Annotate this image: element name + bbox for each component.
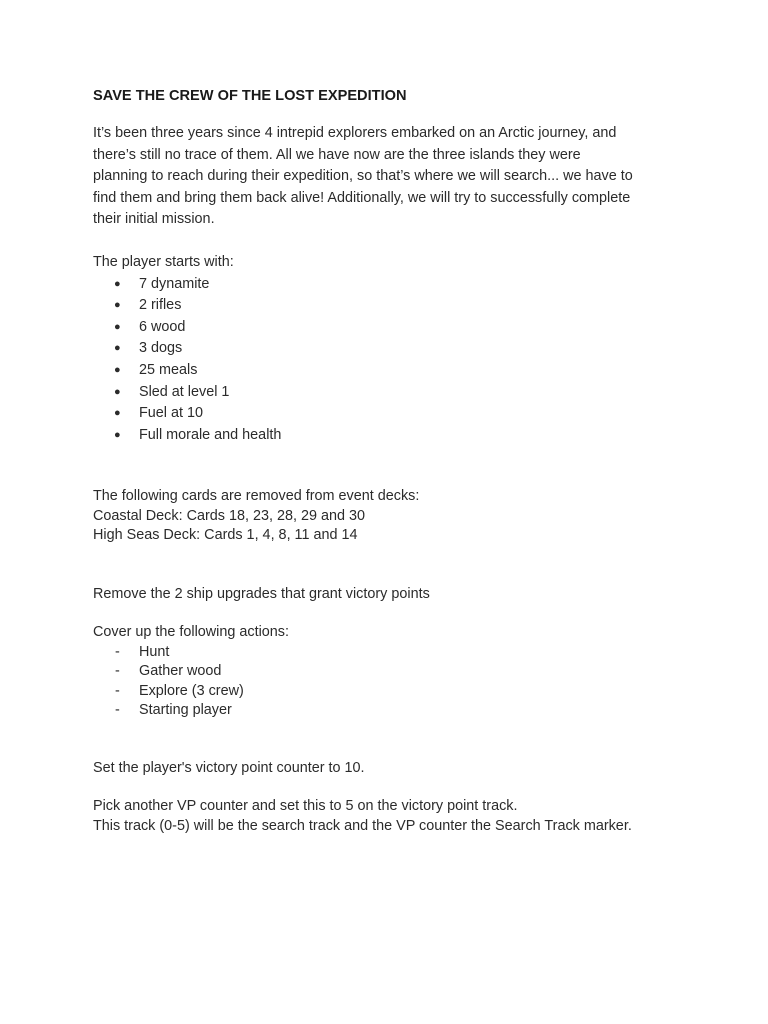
list-item [93, 317, 693, 339]
list-item-text: 3 dogs [139, 340, 183, 357]
intro-line: It’s been three years since 4 intrepid explorers embarked on an Arctic journey, and [93, 125, 617, 141]
list-item [93, 701, 693, 721]
cover-actions-heading: Cover up the following actions: [93, 624, 289, 641]
document-title: SAVE THE CREW OF THE LOST EXPEDITION [93, 88, 407, 104]
list-item-text: Starting player [139, 702, 232, 719]
list-item [93, 403, 693, 425]
intro-line: there’s still no trace of them. All we have now are the three islands they were [93, 146, 581, 163]
bullet-icon: ● [114, 277, 121, 290]
dash-icon: - [115, 702, 120, 719]
list-item [93, 425, 693, 447]
document-body [93, 86, 693, 836]
list-item-text: 6 wood [139, 318, 186, 335]
dash-icon: - [115, 663, 120, 680]
coastal-deck-line: Coastal Deck: Cards 18, 23, 28, 29 and 30 [93, 507, 365, 524]
starting-items-list [93, 274, 693, 447]
intro-line: their initial mission. [93, 211, 215, 228]
list-item [93, 338, 693, 360]
search-track-line: This track (0-5) will be the search track and the VP counter the Search Track marker. [93, 817, 632, 834]
dash-icon: - [115, 643, 120, 660]
list-item [93, 360, 693, 382]
intro-paragraph [93, 123, 693, 231]
list-item-text: Gather wood [139, 663, 222, 680]
bullet-icon: ● [114, 299, 121, 312]
bullet-icon: ● [114, 385, 121, 398]
list-item [93, 662, 693, 682]
list-item-text: Full morale and health [139, 426, 282, 443]
search-track-line: Pick another VP counter and set this to 5 on the victory point track. [93, 798, 518, 815]
list-item-text: Sled at level 1 [139, 383, 230, 400]
bullet-icon: ● [114, 342, 121, 355]
list-item-text: Hunt [139, 643, 170, 660]
high-seas-deck-line: High Seas Deck: Cards 1, 4, 8, 11 and 14 [93, 527, 358, 544]
starts-with-heading: The player starts with: [93, 253, 234, 270]
list-item-text: 7 dynamite [139, 275, 210, 292]
covered-actions-list [93, 643, 693, 721]
removed-cards-heading: The following cards are removed from event decks: [93, 488, 420, 505]
dash-icon: - [115, 682, 120, 699]
list-item [93, 295, 693, 317]
intro-line: find them and bring them back alive! Additionally, we will try to successfully complete [93, 189, 631, 206]
list-item [93, 643, 693, 663]
list-item-text: Fuel at 10 [139, 405, 203, 422]
list-item-text: 2 rifles [139, 297, 182, 314]
bullet-icon: ● [114, 428, 121, 441]
bullet-icon: ● [114, 320, 121, 333]
bullet-icon: ● [114, 363, 121, 376]
vp-counter-line: Set the player's victory point counter to 10. [93, 759, 365, 776]
intro-line: planning to reach during their expedition, so that’s where we will search... we have to [93, 168, 633, 185]
list-item [93, 274, 693, 296]
list-item [93, 382, 693, 404]
list-item-text: 25 meals [139, 361, 198, 378]
bullet-icon: ● [114, 407, 121, 420]
ship-upgrades-line: Remove the 2 ship upgrades that grant victory points [93, 585, 430, 602]
list-item [93, 682, 693, 702]
list-item-text: Explore (3 crew) [139, 682, 244, 699]
